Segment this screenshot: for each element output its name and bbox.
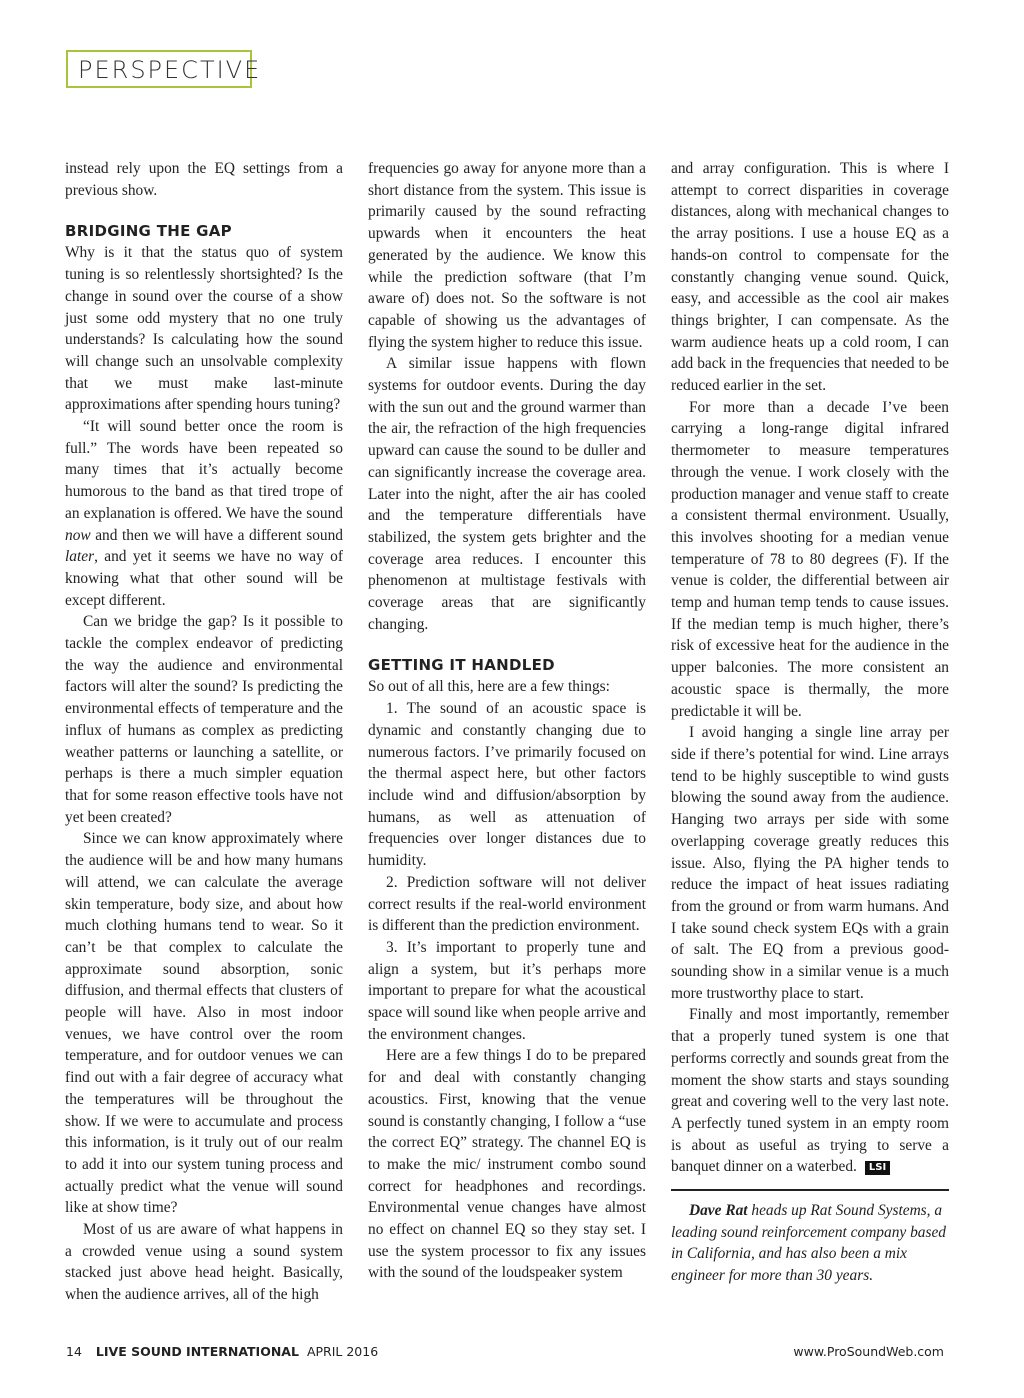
emphasis: now — [65, 526, 91, 544]
paragraph: Most of us are aware of what happens in a crowded venue using a sound system stacked just above head height. Basically, when the audience arrives, all of the high — [65, 1221, 343, 1304]
paragraph: I avoid hanging a single line array per side if there’s potential for wind. Line arrays tend to be highly susceptible to wind gusts blowing the sound away from the audience. Hanging two arrays per side with some overlapping coverage greatly reduces this issue. Also, flying the PA higher tends to reduce the impact of heat issues radiating from the ground or from warm humans. And I take sound check system EQs with a grain of salt. The EQ from a previous good-sounding show in a similar venue is a much more trustworthy place to start. — [671, 724, 949, 1002]
article-column-1 — [65, 158, 343, 1306]
section-heading: GETTING IT HANDLED — [368, 656, 555, 675]
emphasis: later — [65, 548, 95, 566]
bio-text: heads up Rat Sound Systems, a leading sound reinforcement company based in California, and has also been a mix engineer for more than 30 years. — [671, 1202, 946, 1285]
text-run: and then we will have a different sound — [90, 526, 343, 544]
paragraph: and array configuration. This is where I attempt to correct disparities in coverage distances, along with mechanical changes to the array positions. I use a house EQ as a hands-on control to compensate for the constantly changing venue sound. Quick, easy, and accessible as the cool air makes things brighter, I can compensate. As the warm audience heats up a cold room, I can add back in the frequencies that needed to be reduced earlier in the set. — [671, 160, 949, 395]
section-label: PERSPECTIVE — [66, 50, 252, 88]
list-item: 3. It’s important to properly tune and align a system, but it’s perhaps more important to prepare for what the acoustical space will sound like when people arrive and the environment changes. — [368, 938, 646, 1043]
text-run: “It will sound better once the room is full.” The words have been repeated so many times that it’s actually become humorous to the band as that tired trope of an explanation is offered. We have the sound — [65, 418, 343, 522]
website-link[interactable]: www.ProSoundWeb.com — [793, 1344, 944, 1359]
author-bio — [671, 1200, 949, 1287]
paragraph: A similar issue happens with flown systems for outdoor events. During the day with the sun out and the ground warmer than the air, the refraction of the high frequencies upward can cause the sound to be duller and can significantly increase the coverage area. Later into the night, after the air has cooled and the temperature differentials have stabilized, the system gets brighter and the coverage area reduces. I encounter this phenomenon at multistage festivals with coverage areas that are significantly changing. — [368, 355, 646, 633]
issue-date: APRIL 2016 — [306, 1344, 379, 1359]
list-item: 2. Prediction software will not deliver correct results if the real-world environment is different than the prediction environment. — [368, 873, 646, 935]
paragraph: For more than a decade I’ve been carrying a long-range digital infrared thermometer to measure temperatures through the venue. I work closely with the production manager and venue staff to create a consistent thermal environment. Usually, this involves shooting for a median venue temperature of 78 to 80 degrees (F). If the venue is colder, the differential between air temp and human temp tends to cause issues. If the median temp is much higher, there’s risk of excessive heat for the audience in the upper balconies. The more consistent an acoustic space is thermally, the more predictable it will be. — [671, 398, 949, 720]
paragraph — [671, 1004, 949, 1178]
page-number: 14 — [66, 1344, 82, 1359]
paragraph: Can we bridge the gap? Is it possible to tackle the complex endeavor of predicting the way the audience and environmental factors will alter the sound? Is predicting the environmental effects of temperature and the influx of humans as complex as predicting weather patterns or launching a satellite, or perhaps is there a much simpler equation that for some reason effective tools have not yet been created? — [65, 613, 343, 826]
paragraph: Why is it that the status quo of system tuning is so relentlessly shortsighted? Is the change in sound over the course of a show just some odd mystery that no one truly understands? Is calculating how the sound will change such an unsolvable complexity that we must make last-minute approximations after spending hours tuning? — [65, 244, 343, 414]
magazine-name: LIVE SOUND INTERNATIONAL — [95, 1344, 299, 1359]
paragraph: So out of all this, here are a few things: — [368, 678, 610, 696]
author-name: Dave Rat — [689, 1202, 748, 1220]
end-mark-icon: LSI — [865, 1161, 890, 1175]
paragraph: Here are a few things I do to be prepared for and deal with constantly changing acoustics. First, knowing that the venue sound is constantly changing, I follow a “use the correct EQ” strategy. The channel EQ is to make the mic/ instrument combo sound correct for headphones and recordings. Environmental venue changes have almost no effect on channel EQ so they stay set. I use the system processor to fix any issues with the sound of the loudspeaker system — [368, 1047, 646, 1282]
footer-left — [66, 1344, 378, 1359]
paragraph: frequencies go away for anyone more than a short distance from the system. This issue is primarily caused by the sound refracting upwards when it encounters the heat generated by the audience. We know this while the prediction software (that I’m aware of) does not. So the software is not capable of showing us the advantages of flying the system higher to reduce this issue. — [368, 160, 646, 351]
paragraph: Since we can know approximately where the audience will be and how many humans will attend, we can calculate the average skin temperature, body size, and about how much clothing humans tend to wear. So it can’t be that complex to calculate the approximate sound absorption, sonic diffusion, and thermal effects that clusters of people will have. Also in most indoor venues, we have control over the room temperature, and for outdoor venues we can find out with a fair degree of accuracy what the temperatures will be throughout the show. If we were to accumulate and process this information, is it truly out of our realm to add it into our system tuning process and actually predict what the venue will sound like at show time? — [65, 830, 343, 1217]
paragraph: instead rely upon the EQ settings from a previous show. — [65, 160, 343, 199]
divider — [671, 1189, 949, 1191]
list-item: 1. The sound of an acoustic space is dynamic and constantly changing due to numerous factors. I’ve primarily focused on the thermal aspect here, but other factors include wind and diffusion/absorption by humans, as well as attenuation of frequencies over longer distances due to humidity. — [368, 700, 646, 870]
text-run: , and yet it seems we have no way of knowing what that other sound will be except different. — [65, 548, 343, 609]
section-heading: BRIDGING THE GAP — [65, 222, 232, 241]
paragraph — [65, 416, 343, 611]
article-column-2 — [368, 158, 646, 1284]
page-footer — [66, 1344, 944, 1364]
article-column-3 — [671, 158, 949, 1287]
text-run: Finally and most importantly, remember that a properly tuned system is one that performs correctly and sounds great from the moment the show starts and stays sounding great and covering well to the very last note. A perfectly tuned system in an empty room is about as useful as trying to serve a banquet dinner on a waterbed. — [671, 1006, 949, 1176]
